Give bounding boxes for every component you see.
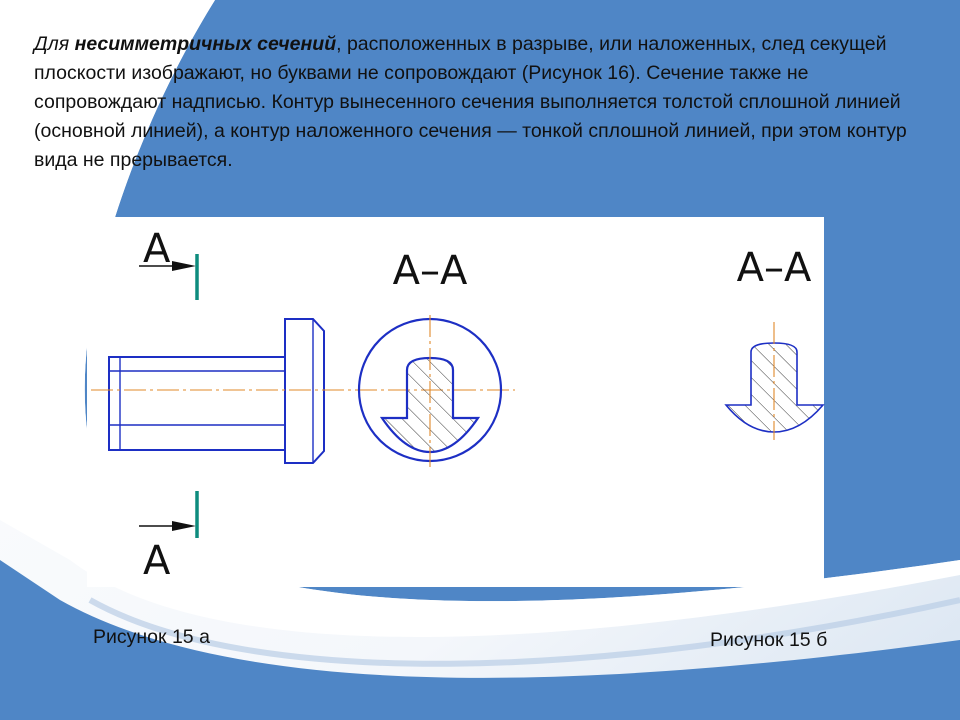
cut-letter-bottom: А — [143, 538, 171, 584]
section-label-a: А–А — [392, 248, 468, 294]
caption-figure-b: Рисунок 15 б — [710, 629, 828, 651]
paragraph-rest: , расположенных в разрыве, или наложенных, след секущей плоскости изображают, но буквами не сопровождают (Рисунок 16). Сечение также не сопровождают надписью. Контур вынесенного сечения выполняется толстой сплошной линией (основной линией), а контур наложенного сечения — тонкой сплошной линией, при этом контур вида не прерывается. — [34, 33, 907, 171]
caption-figure-a: Рисунок 15 а — [93, 626, 210, 648]
section-label-b: А–А — [736, 245, 812, 291]
paragraph-lead: Для — [34, 33, 75, 55]
paragraph-emphasis: несимметричных сечений — [74, 33, 337, 55]
cut-letter-top: А — [143, 226, 171, 272]
